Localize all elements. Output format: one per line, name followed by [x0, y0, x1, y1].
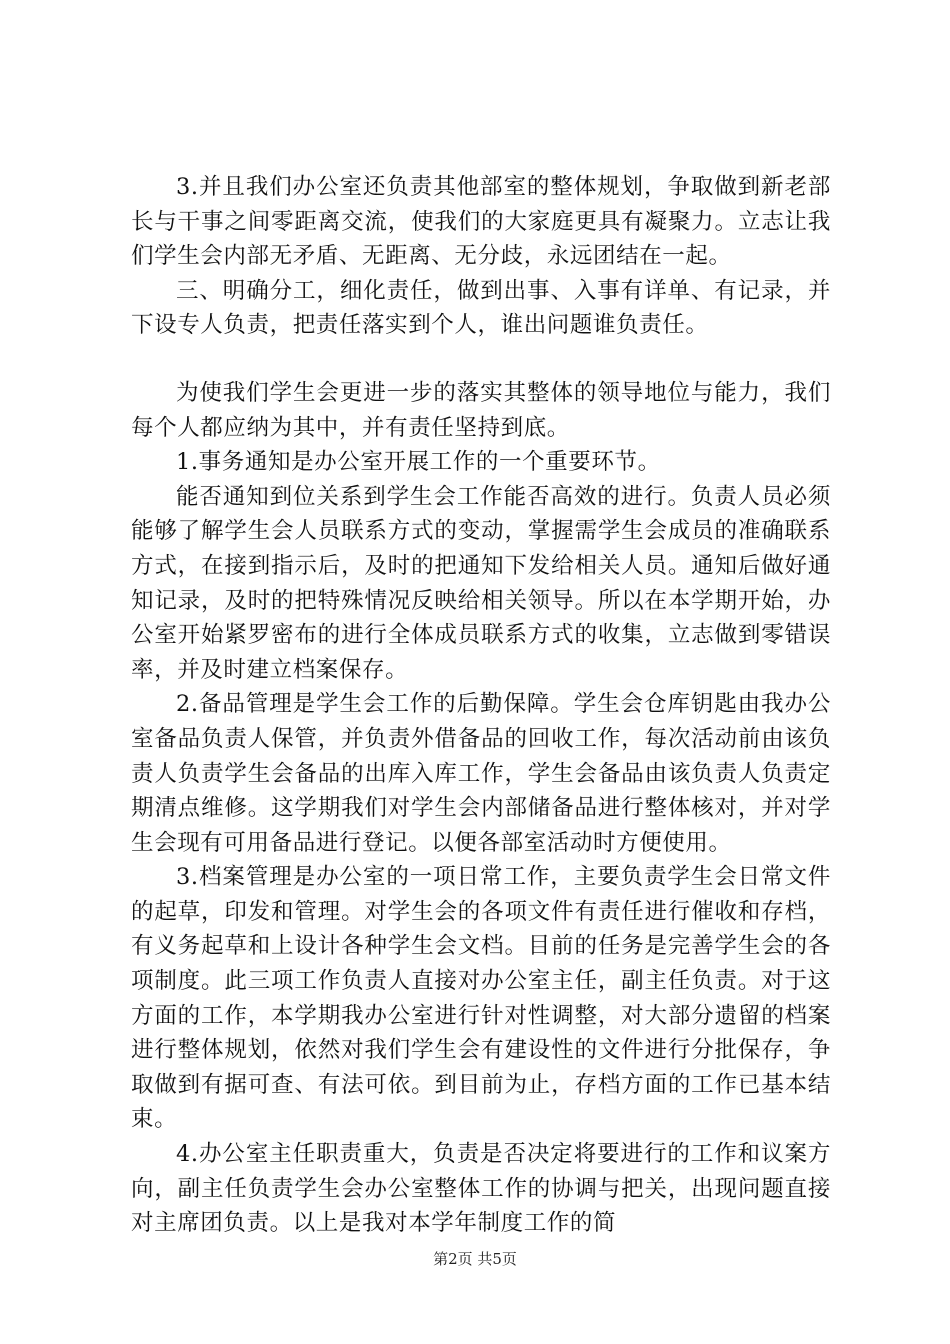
- paragraph-division-of-labor: 三、明确分工，细化责任，做到出事、入事有详单、有记录，并下设专人负责，把责任落实到个人，谁出问题谁负责任。: [131, 277, 831, 339]
- page-number-footer: 第2页 共5页: [433, 1250, 517, 1268]
- paragraph-leadership: 为使我们学生会更进一步的落实其整体的领导地位与能力，我们每个人都应纳为其中，并有责任坚持到底。: [131, 379, 831, 441]
- paragraph-notification-detail: 能否通知到位关系到学生会工作能否高效的进行。负责人员必须能够了解学生会人员联系方式的变动，掌握需学生会成员的准确联系方式，在接到指示后，及时的把通知下发给相关人员。通知后做好通知记录，及时的把特殊情况反映给相关领导。所以在本学期开始，办公室开始紧罗密布的进行全体成员联系方式的收集，立志做到零错误率，并及时建立档案保存。: [131, 483, 831, 683]
- paragraph-director-duties: 4.办公室主任职责重大，负责是否决定将要进行的工作和议案方向，副主任负责学生会办公室整体工作的协调与把关，出现问题直接对主席团负责。以上是我对本学年制度工作的简: [131, 1141, 831, 1237]
- paragraph-supplies-management: 2.备品管理是学生会工作的后勤保障。学生会仓库钥匙由我办公室备品负责人保管，并负责外借备品的回收工作，每次活动前由该负责人负责学生会备品的出库入库工作，学生会备品由该负责人负责定期清点维修。这学期我们对学生会内部储备品进行整体核对，并对学生会现有可用备品进行登记。以便各部室活动时方便使用。: [131, 691, 831, 856]
- paragraph-notification-heading: 1.事务通知是办公室开展工作的一个重要环节。: [176, 449, 661, 476]
- paragraph-coordination: 3.并且我们办公室还负责其他部室的整体规划，争取做到新老部长与干事之间零距离交流，使我们的大家庭更具有凝聚力。立志让我们学生会内部无矛盾、无距离、无分歧，永远团结在一起。: [131, 174, 831, 270]
- document-body: [131, 170, 831, 1241]
- paragraph-gap: [131, 343, 831, 376]
- paragraph-archive-management: 3.档案管理是办公室的一项日常工作，主要负责学生会日常文件的起草，印发和管理。对学生会的各项文件有责任进行催收和存档，有义务起草和上设计各种学生会文档。目前的任务是完善学生会的各项制度。此三项工作负责人直接对办公室主任，副主任负责。对于这方面的工作，本学期我办公室进行针对性调整，对大部分遗留的档案进行整体规划，依然对我们学生会有建设性的文件进行分批保存，争取做到有据可查、有法可依。到目前为止，存档方面的工作已基本结束。: [131, 864, 831, 1133]
